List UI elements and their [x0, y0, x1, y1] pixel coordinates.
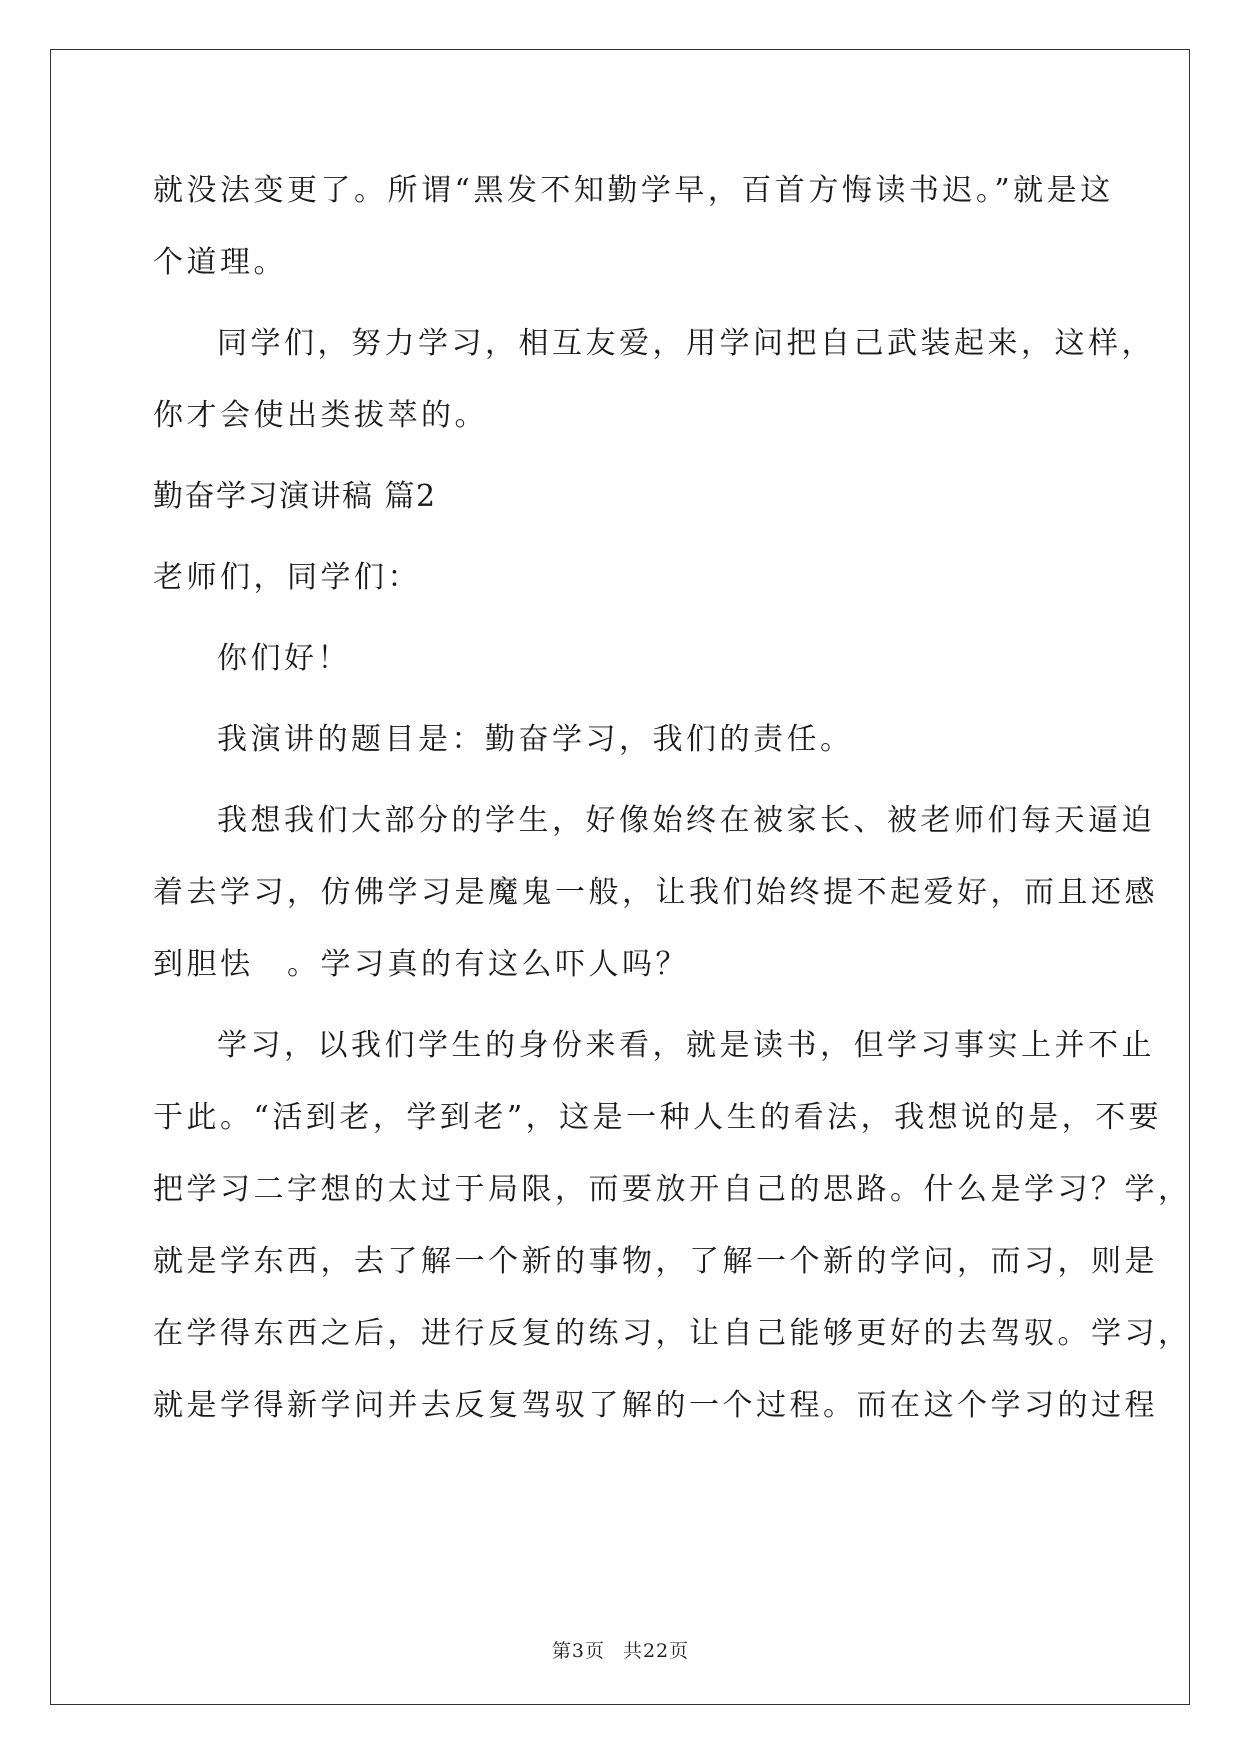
text-line-14: 把学习二字想的太过于局限，而要放开自己的思路。什么是学习？学，	[153, 1172, 1192, 1207]
greeting-line: 你们好！	[217, 641, 351, 676]
page-number: 第3页	[551, 1640, 605, 1662]
page-total: 共22页	[622, 1640, 690, 1662]
text-line-12: 学习，以我们学生的身份来看，就是读书，但学习事实上并不止	[217, 1028, 1155, 1063]
text-line-9: 我想我们大部分的学生，好像始终在被家长、被老师们每天逼迫	[217, 803, 1155, 838]
salutation-line: 老师们，同学们：	[153, 560, 421, 595]
text-line-16: 在学得东西之后，进行反复的练习，让自己能够更好的去驾驭。学习，	[153, 1316, 1192, 1351]
speech-title-line: 我演讲的题目是：勤奋学习，我们的责任。	[217, 722, 854, 757]
text-line-13: 于此。“活到老，学到老”，这是一种人生的看法，我想说的是，不要	[153, 1100, 1163, 1135]
text-line-1: 就没法变更了。所谓“黑发不知勤学早，百首方悔读书迟。”就是这	[153, 173, 1114, 208]
section-heading: 勤奋学习演讲稿 篇2	[153, 479, 437, 514]
text-line-15: 就是学东西，去了解一个新的事物，了解一个新的学问，而习，则是	[153, 1244, 1158, 1279]
text-line-3: 同学们，努力学习，相互友爱，用学问把自己武装起来，这样，	[217, 326, 1155, 361]
text-line-17: 就是学得新学问并去反复驾驭了解的一个过程。而在这个学习的过程	[153, 1388, 1158, 1423]
page-footer	[0, 1636, 1241, 1663]
text-line-10: 着去学习，仿佛学习是魔鬼一般，让我们始终提不起爱好，而且还感	[153, 875, 1158, 910]
text-line-2: 个道理。	[153, 245, 287, 280]
text-line-4: 你才会使出类拔萃的。	[153, 398, 488, 433]
text-line-11: 到胆怯 。学习真的有这么吓人吗？	[153, 947, 689, 982]
